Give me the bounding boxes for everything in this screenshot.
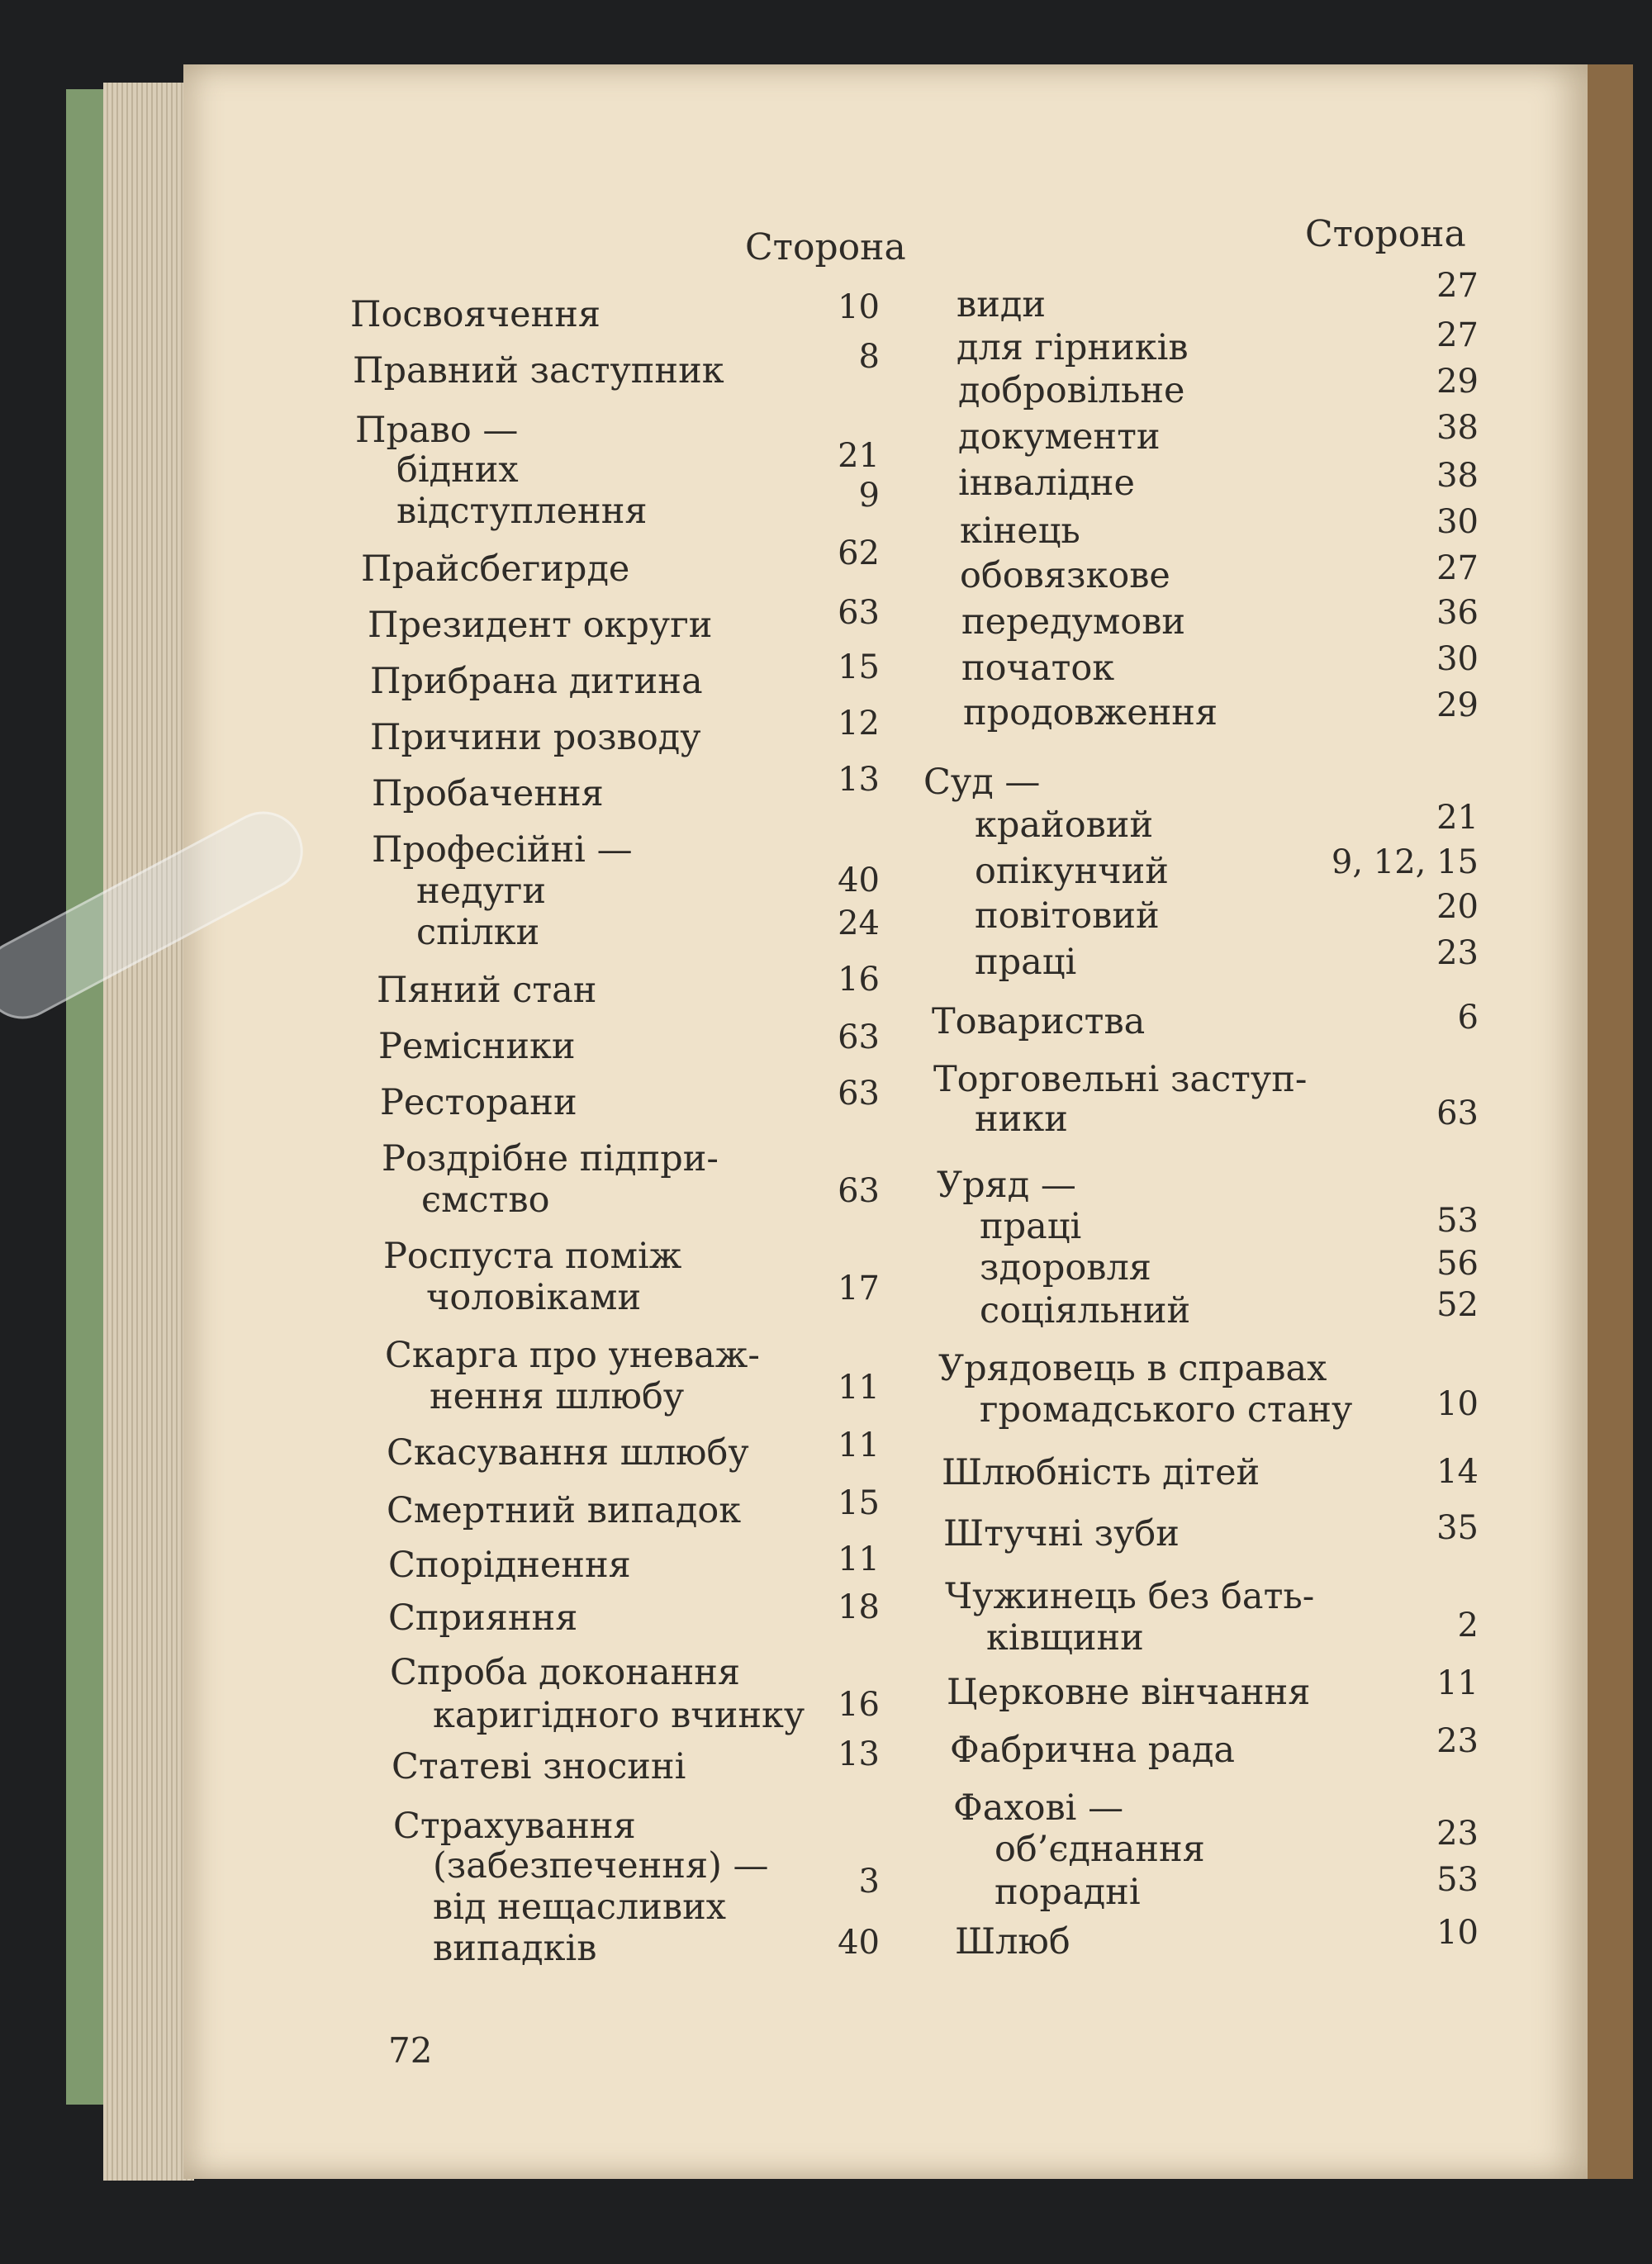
left-entry-page: 62 (838, 534, 880, 572)
left-entry-text: Спроба доконання (390, 1652, 741, 1693)
right-entry-page: 29 (1436, 686, 1479, 724)
left-entry-page: 16 (838, 1686, 880, 1724)
left-entry-text: Професійні — (372, 829, 633, 871)
right-entry-page: 11 (1436, 1664, 1479, 1702)
left-entry-page: 40 (838, 1924, 880, 1962)
right-entry-page: 27 (1436, 267, 1479, 305)
left-entry-page: 15 (838, 648, 880, 686)
left-entry-text: недуги (416, 871, 547, 912)
right-entry-text: види (957, 284, 1047, 325)
right-entry-text: Шлюбність дітей (942, 1452, 1260, 1493)
right-entry-page: 27 (1436, 549, 1479, 587)
right-entry-page: 20 (1436, 888, 1479, 926)
right-entry-text: здоровля (980, 1247, 1151, 1289)
left-entry-text: Споріднення (388, 1545, 631, 1586)
left-entry-text: чоловіками (426, 1277, 642, 1318)
right-entry-text: для гірників (957, 327, 1189, 368)
left-entry-page: 10 (838, 288, 880, 326)
right-entry-text: Штучні зуби (943, 1513, 1180, 1554)
right-entry-text: Церковне вінчання (947, 1672, 1311, 1713)
right-column-header: Сторона (1305, 213, 1466, 255)
left-entry-page: 9 (858, 477, 880, 515)
left-entry-text: випадків (433, 1928, 597, 1969)
left-entry-page: 8 (858, 338, 880, 376)
left-entry-text: (забезпечення) — (433, 1845, 769, 1887)
left-entry-text: від нещасливих (433, 1887, 727, 1928)
right-entry-page: 10 (1436, 1385, 1479, 1423)
right-entry-text: інвалідне (958, 463, 1135, 504)
left-entry-text: Роздрібне підпри- (382, 1138, 719, 1179)
right-entry-page: 38 (1436, 457, 1479, 495)
right-entry-text: обовязкове (960, 555, 1170, 596)
left-entry-text: нення шлюбу (430, 1376, 685, 1417)
right-entry-page: 53 (1436, 1861, 1479, 1899)
right-entry-text: документи (958, 416, 1161, 458)
right-entry-page: 30 (1436, 503, 1479, 541)
right-entry-page: 23 (1436, 1722, 1479, 1760)
left-entry-text: Правний заступник (353, 350, 724, 392)
right-entry-page: 36 (1436, 594, 1479, 632)
left-entry-text: Причини розводу (370, 717, 701, 758)
page-number: 72 (388, 2030, 433, 2071)
right-entry-page: 29 (1436, 363, 1479, 401)
right-entry-text: Суд — (923, 762, 1041, 803)
left-entry-text: Статеві зносині (392, 1746, 686, 1787)
right-entry-text: крайовий (975, 805, 1154, 846)
right-entry-text: продовження (963, 692, 1218, 733)
left-entry-page: 21 (838, 437, 880, 475)
left-entry-text: Право — (355, 410, 519, 451)
right-entry-text: кінець (960, 510, 1080, 552)
right-entry-page: 23 (1436, 1815, 1479, 1853)
left-entry-page: 15 (838, 1484, 880, 1522)
right-entry-text: Фахові — (953, 1787, 1124, 1829)
left-entry-text: ємство (421, 1179, 550, 1221)
right-entry-text: Урядовець в справах (938, 1348, 1327, 1389)
left-entry-text: Страхування (393, 1806, 636, 1847)
right-entry-text: Шлюб (955, 1921, 1070, 1963)
left-entry-page: 11 (838, 1540, 880, 1578)
left-entry-page: 63 (838, 1075, 880, 1113)
right-entry-text: громадського стану (980, 1389, 1353, 1431)
right-entry-text: порадні (995, 1872, 1141, 1913)
left-entry-text: Роспуста поміж (383, 1236, 682, 1277)
left-entry-text: Посвоячення (350, 294, 601, 335)
right-entry-page: 2 (1457, 1607, 1479, 1645)
right-entry-page: 53 (1436, 1202, 1479, 1240)
left-entry-text: спілки (416, 912, 540, 953)
left-entry-text: Скарга про уневаж- (385, 1335, 760, 1376)
left-entry-text: Сприяння (388, 1597, 578, 1639)
left-entry-page: 24 (838, 904, 880, 942)
left-entry-text: Ремісники (378, 1026, 576, 1067)
right-entry-text: праці (980, 1206, 1082, 1247)
left-column-header: Сторона (745, 226, 906, 268)
left-entry-text: бідних (396, 449, 519, 491)
page-stack-edges (103, 83, 194, 2181)
right-entry-page: 27 (1436, 316, 1479, 354)
left-entry-text: Пробачення (372, 773, 604, 814)
left-entry-page: 63 (838, 594, 880, 632)
right-entry-page: 52 (1436, 1286, 1479, 1324)
right-entry-text: об’єднання (995, 1829, 1205, 1870)
right-entry-text: ківщини (986, 1617, 1144, 1659)
right-entry-page: 21 (1436, 799, 1479, 837)
right-entry-page: 23 (1436, 934, 1479, 972)
left-entry-page: 3 (858, 1863, 880, 1901)
right-entry-page: 56 (1436, 1245, 1479, 1283)
left-entry-page: 11 (838, 1426, 880, 1464)
left-entry-page: 11 (838, 1369, 880, 1407)
left-entry-page: 18 (838, 1588, 880, 1626)
right-entry-page: 6 (1457, 999, 1479, 1037)
left-entry-page: 40 (838, 861, 880, 899)
right-entry-text: Торговельні заступ- (933, 1059, 1308, 1100)
right-entry-text: передумови (961, 601, 1186, 643)
right-entry-text: соціяльний (980, 1290, 1191, 1331)
right-entry-page: 14 (1436, 1453, 1479, 1491)
right-entry-page: 63 (1436, 1094, 1479, 1132)
right-entry-page: 10 (1436, 1914, 1479, 1952)
right-entry-text: ники (975, 1099, 1068, 1140)
left-entry-page: 17 (838, 1270, 880, 1308)
left-entry-text: Пяний стан (377, 970, 597, 1011)
right-entry-text: Товариства (932, 1001, 1146, 1042)
left-entry-page: 63 (838, 1018, 880, 1056)
left-entry-page: 13 (838, 1735, 880, 1773)
right-entry-page: 9, 12, 15 (1331, 843, 1479, 881)
right-entry-page: 35 (1436, 1509, 1479, 1547)
left-entry-page: 63 (838, 1172, 880, 1210)
left-entry-text: відступлення (396, 491, 648, 532)
book-spine (1588, 64, 1633, 2179)
right-entry-text: опікунчий (975, 851, 1169, 892)
left-entry-text: Смертний випадок (387, 1490, 742, 1531)
right-entry-text: Фабрична рада (950, 1730, 1236, 1771)
left-entry-text: Ресторани (380, 1082, 577, 1123)
left-entry-page: 12 (838, 705, 880, 743)
right-entry-text: добровільне (958, 370, 1185, 411)
left-entry-text: Президент округи (368, 605, 713, 646)
right-entry-page: 30 (1436, 640, 1479, 678)
left-entry-text: каригідного вчинку (433, 1695, 805, 1736)
left-entry-text: Прибрана дитина (370, 661, 703, 702)
right-entry-text: початок (961, 648, 1115, 689)
left-entry-text: Скасування шлюбу (387, 1432, 749, 1474)
right-entry-page: 38 (1436, 409, 1479, 447)
right-entry-text: Уряд — (937, 1165, 1076, 1206)
left-entry-page: 13 (838, 761, 880, 799)
right-entry-text: повітовий (975, 895, 1160, 937)
left-entry-text: Прайсбегирде (361, 548, 630, 590)
right-entry-text: праці (975, 942, 1077, 983)
right-entry-text: Чужинець без бать- (945, 1576, 1315, 1617)
left-entry-page: 16 (838, 961, 880, 999)
